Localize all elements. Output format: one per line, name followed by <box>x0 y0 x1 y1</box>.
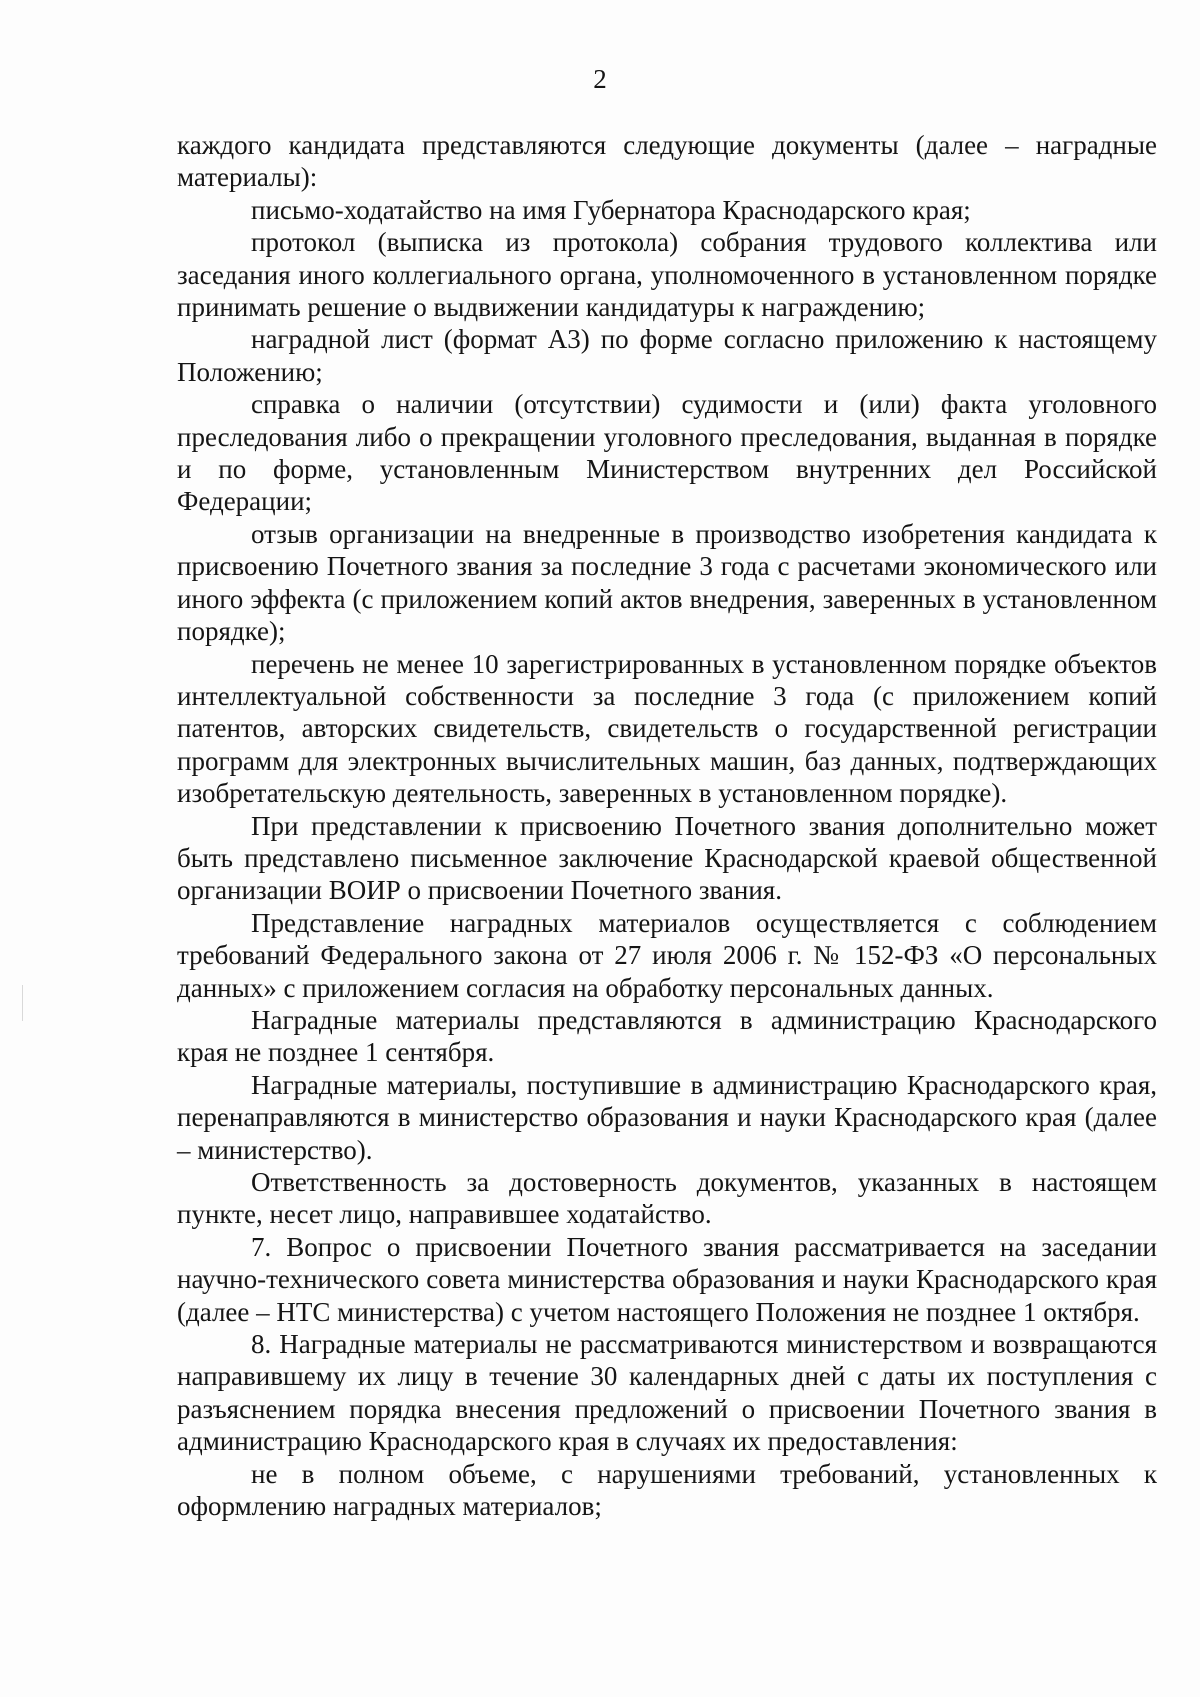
paragraph-redirect-to-ministry: Наградные материалы, поступившие в администрацию Краснодарского края, перенаправляются в министерство образования и науки Краснодарского края (далее – министерство). <box>177 1069 1157 1165</box>
paragraph-responsibility: Ответственность за достоверность документов, указанных в настоящем пункте, несет лицо, направившее ходатайство. <box>177 1167 1157 1230</box>
paragraph-petition-letter: письмо-ходатайство на имя Губернатора Краснодарского края; <box>251 194 971 225</box>
paragraph-voir-conclusion: При представлении к присвоению Почетного звания дополнительно может быть представлено письменное заключение Краснодарской краевой общественной организации ВОИР о присвоении Почетного звания. <box>177 810 1157 906</box>
paragraph-personal-data: Представление наградных материалов осуществляется с соблюдением требований Федерального закона от 27 июля 2006 г. № 152-ФЗ «О персональных данных» с приложением согласия на обработку персональных данных. <box>177 907 1157 1003</box>
paragraph-criminal-record-certificate: справка о наличии (отсутствии) судимости и (или) факта уголовного преследования либо о прекращении уголовного преследования, выданная в порядке и по форме, установленным Министерством внутренних дел Российской Федерации; <box>177 389 1157 517</box>
paragraph-award-sheet: наградной лист (формат А3) по форме согласно приложению к настоящему Положению; <box>177 324 1157 387</box>
page-number: 2 <box>593 64 607 94</box>
paragraph-organization-review: отзыв организации на внедренные в производство изобретения кандидата к присвоению Почетного звания за последние 3 года с расчетами экономического или иного эффекта (с приложением копий актов внедрения, заверенных в установленном порядке); <box>177 518 1157 647</box>
paragraph-item-7: 7. Вопрос о присвоении Почетного звания рассматривается на заседании научно-технического совета министерства образования и науки Краснодарского края (далее – НТС министерства) с учетом настоящего Положения не позднее 1 октября. <box>177 1231 1157 1327</box>
paragraph-item-8: 8. Наградные материалы не рассматриваются министерством и возвращаются направившему их лицу в течение 30 календарных дней с даты их поступления с разъяснением порядка внесения предложений о присвоении Почетного звания в администрацию Краснодарского края в случаях их предоставления: <box>177 1329 1157 1457</box>
paragraph-documents-intro: каждого кандидата представляются следующие документы (далее – наградные материалы): <box>177 130 1157 193</box>
paragraph-meeting-protocol: протокол (выписка из протокола) собрания трудового коллектива или заседания иного коллегиального органа, уполномоченного в установленном порядке принимать решение о выдвижении кандидатуры к награждению; <box>177 227 1157 323</box>
document-body <box>177 129 1157 1522</box>
paragraph-deadline: Наградные материалы представляются в администрацию Краснодарского края не позднее 1 сентября. <box>177 1004 1157 1068</box>
paragraph-incomplete-materials: не в полном объеме, с нарушениями требований, установленных к оформлению наградных материалов; <box>177 1458 1157 1522</box>
scan-artifact <box>22 985 23 1021</box>
paragraph-ip-objects-list: перечень не менее 10 зарегистрированных в установленном порядке объектов интеллектуальной собственности за последние 3 года (с приложением копий патентов, авторских свидетельств, свидетельств о государственной регистрации программ для электронных вычислительных машин, баз данных, подтверждающих изобретательскую деятельность, заверенных в установленном порядке). <box>177 648 1157 809</box>
